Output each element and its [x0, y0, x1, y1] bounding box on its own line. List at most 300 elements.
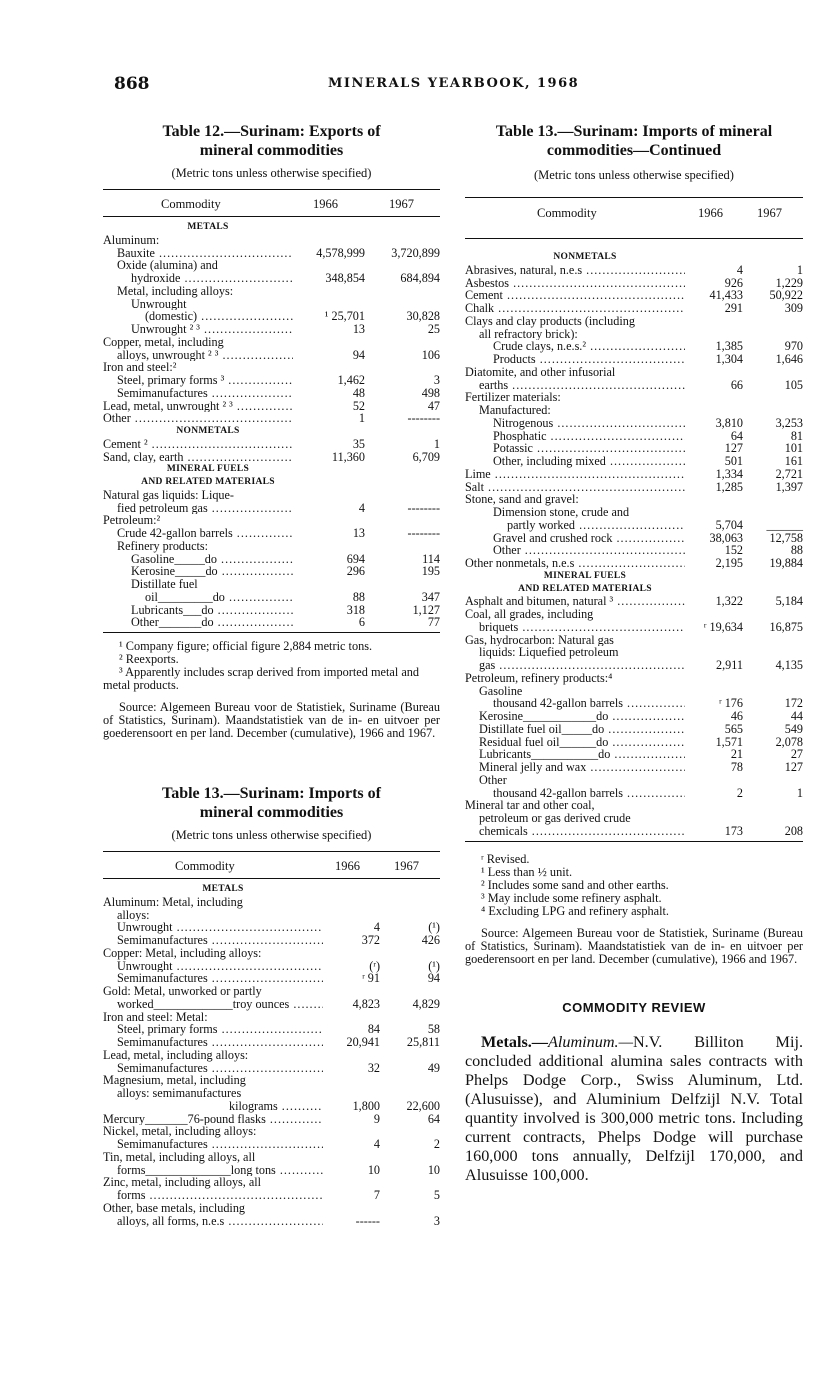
value-1967: 3,253	[775, 415, 803, 430]
row-label: Cement .....	[465, 289, 685, 302]
row-label: briquets .....	[479, 621, 685, 634]
value-1967: 101	[784, 441, 803, 456]
row-label: Semimanufactures .....	[117, 1062, 323, 1075]
value-1966: ʳ 19,634	[703, 619, 743, 634]
table-13-title: Table 13.—Surinam: Imports of mineral commodities	[162, 785, 381, 821]
table-row	[103, 604, 440, 617]
table-row	[465, 634, 803, 647]
row-label: NONMETALS	[176, 426, 240, 436]
value-1967: 5,184	[775, 594, 803, 609]
section-header	[103, 425, 440, 438]
value-1967: 106	[421, 347, 440, 362]
row-label: Fertilizer materials:	[465, 391, 561, 404]
table-row	[103, 1138, 440, 1151]
value-1967: 1,397	[775, 479, 803, 494]
table-row	[103, 1151, 440, 1164]
table-row	[103, 1176, 440, 1189]
table-row	[103, 1125, 440, 1138]
row-label: Bauxite .....	[117, 247, 293, 260]
table-row	[103, 616, 440, 629]
row-label: Lead, metal, unwrought ² ³ .....	[103, 400, 293, 413]
table-row	[103, 1189, 440, 1202]
value-1967: 44	[790, 709, 803, 723]
row-label: Residual fuel oil______do .....	[479, 736, 685, 749]
row-label: Stone, sand and gravel:	[465, 493, 579, 506]
value-1967: 30,828	[406, 309, 440, 324]
value-1967: 2,078	[775, 734, 803, 749]
table-row	[103, 896, 440, 909]
value-1966: 2	[736, 785, 743, 800]
table-13-continued	[465, 122, 803, 1185]
value-1967: 47	[427, 398, 440, 413]
row-label: Crude clays, n.e.s.² .....	[493, 340, 685, 353]
table-row	[103, 1164, 440, 1177]
table-row	[465, 787, 803, 800]
footnote: ʳ Revised.	[481, 851, 530, 866]
table-13-header	[103, 852, 440, 878]
row-label: Lubricants___________do .....	[479, 748, 685, 761]
value-1967: 2,721	[775, 466, 803, 481]
value-1966: 13	[352, 526, 365, 540]
value-1967: 22,600	[406, 1098, 440, 1113]
row-label: Other_______do .....	[131, 616, 293, 629]
row-label: Other	[479, 773, 507, 787]
table-row	[465, 506, 803, 519]
table-12-subtitle: (Metric tons unless otherwise specified)	[171, 166, 372, 180]
value-1967: 3	[433, 373, 440, 387]
value-1967: 2	[433, 1137, 440, 1151]
row-label: Other .....	[103, 412, 293, 425]
row-label: forms .....	[117, 1189, 323, 1202]
review-body: N.V. Billiton Mij. concluded additional alumina sales contracts with Phelps Dodge Corp., Swiss Aluminum, Ltd. (Alusuisse), and Aluminium Delfzijl N.V. Total quantity involved is 300,000 metric tons. Including current contracts, Phelps Dodge will purchase 160,000 tons annually, Delfzijl 170,000, and Alusuisse 100,000.	[465, 1032, 803, 1184]
value-1966: 4	[736, 262, 743, 277]
table-row	[103, 947, 440, 960]
row-label: Distillate fuel	[131, 578, 198, 591]
value-1966: 1,571	[715, 734, 743, 749]
row-label: Tin, metal, including alloys, all	[103, 1150, 256, 1164]
table-row	[465, 659, 803, 672]
footnote: ³ May include some refinery asphalt.	[481, 890, 662, 905]
value-1967: 50,922	[769, 288, 803, 303]
commodity-review-paragraph	[465, 1033, 803, 1185]
row-label: thousand 42-gallon barrels .....	[493, 787, 685, 800]
row-label: alloys, all forms, n.e.s .....	[117, 1215, 323, 1228]
row-label: alloys, unwrought ² ³ .....	[117, 349, 293, 362]
table-row	[103, 349, 440, 362]
value-1967: ______	[766, 517, 803, 532]
value-1967: 25	[427, 322, 440, 336]
footnote: ² Includes some sand and other earths.	[481, 877, 669, 892]
row-label: petroleum or gas derived crude	[479, 812, 631, 825]
value-1967: 426	[421, 933, 440, 947]
table-row	[103, 1023, 440, 1036]
value-1967: 12,758	[769, 530, 803, 545]
table-13-source: Source: Algemeen Bureau voor de Statistiek, Suriname (Bureau of Statistics, Surinam). Maandstatistiek van de in- en uitvoer per goederensoort en per land. December (cumulative), 1966 and 1967.	[465, 925, 803, 966]
row-label: METALS	[202, 884, 244, 894]
col-1966: 1966	[335, 859, 360, 873]
value-1966: 35	[352, 436, 365, 451]
value-1967: 498	[421, 385, 440, 400]
value-1967: 4,829	[412, 996, 440, 1011]
review-lead: Metals.—	[481, 1032, 548, 1051]
table-12-header	[103, 190, 440, 216]
table-row	[103, 438, 440, 451]
row-label: liquids: Liquefied petroleum	[479, 646, 619, 659]
table-row	[103, 1113, 440, 1126]
row-label: Other nonmetals, n.e.s .....	[465, 557, 685, 570]
row-label: (domestic) .....	[145, 310, 293, 323]
table-row	[465, 481, 803, 494]
value-1966: 3,810	[715, 415, 743, 430]
row-label: Petroleum, refinery products:⁴	[465, 671, 613, 685]
table-row	[465, 455, 803, 468]
value-1967: 77	[427, 615, 440, 630]
review-lead-italic: Aluminum.—	[547, 1032, 633, 1051]
row-label: Products .....	[493, 353, 685, 366]
row-label: partly worked .....	[507, 519, 685, 532]
row-label: Unwrought .....	[117, 960, 323, 973]
table-row	[465, 595, 803, 608]
value-1967: 105	[784, 377, 803, 392]
value-1967: 19,884	[769, 556, 803, 570]
row-label: Semimanufactures .....	[117, 387, 293, 400]
value-1967: 1	[796, 785, 803, 800]
table-row	[465, 685, 803, 698]
value-1967: 64	[427, 1111, 440, 1126]
row-label: Sand, clay, earth .....	[103, 451, 293, 464]
row-label: gas .....	[479, 659, 685, 672]
table-row	[465, 774, 803, 787]
row-label: Gravel and crushed rock .....	[493, 532, 685, 545]
value-1967: 3,720,899	[391, 245, 440, 260]
table-row	[465, 264, 803, 277]
row-label: Distillate fuel oil_____do .....	[479, 723, 685, 736]
value-1966: ʳ 176	[719, 696, 743, 711]
table-row	[465, 340, 803, 353]
row-label: earths .....	[479, 379, 685, 392]
table-row	[465, 442, 803, 455]
row-label: worked_____________troy ounces .....	[117, 998, 323, 1011]
row-label: Other, base metals, including	[103, 1201, 246, 1215]
table-row	[465, 366, 803, 379]
row-label: Asphalt and bitumen, natural ³ .....	[465, 595, 685, 608]
value-1966: 4	[358, 500, 365, 515]
value-1966: 565	[724, 721, 743, 736]
row-label: Salt .....	[465, 481, 685, 494]
row-label: Unwrought	[131, 297, 187, 311]
table-row	[103, 1100, 440, 1113]
table-row	[103, 540, 440, 553]
value-1966: 2,911	[716, 658, 743, 672]
row-label: Natural gas liquids: Lique-	[103, 488, 234, 502]
row-label: fied petroleum gas .....	[117, 502, 293, 515]
value-1967: 114	[422, 551, 440, 566]
table-row	[465, 672, 803, 685]
table-row	[103, 1215, 440, 1228]
row-label: METALS	[187, 222, 229, 232]
value-1966: 6	[358, 615, 365, 630]
table-row	[103, 960, 440, 973]
row-label: Steel, primary forms ³ .....	[117, 374, 293, 387]
row-label: hydroxide .....	[131, 272, 293, 285]
table-row	[103, 1062, 440, 1075]
table-row	[465, 697, 803, 710]
table-row	[103, 259, 440, 272]
footnote: ³ Apparently includes scrap derived from imported metal and metal products.	[103, 665, 420, 692]
col-commodity: Commodity	[161, 197, 221, 211]
footnote: ¹ Less than ½ unit.	[481, 864, 573, 879]
value-1967: 49	[427, 1060, 440, 1075]
table-row	[103, 934, 440, 947]
table-row	[103, 1011, 440, 1024]
row-label: Steel, primary forms .....	[117, 1023, 323, 1036]
value-1967: 970	[784, 339, 803, 354]
row-label: Lead, metal, including alloys:	[103, 1048, 249, 1062]
value-1966: 4	[373, 1137, 380, 1151]
row-label: alloys:	[117, 908, 150, 922]
table-row	[465, 557, 803, 570]
value-1967: 161	[784, 454, 803, 468]
value-1966: 9	[373, 1111, 380, 1126]
row-label: Semimanufactures .....	[117, 1036, 323, 1049]
value-1966: 78	[730, 760, 743, 774]
value-1967: 25,811	[406, 1035, 440, 1049]
footnote: ⁴ Excluding LPG and refinery asphalt.	[481, 903, 670, 918]
row-label: oil_________do .....	[145, 591, 293, 604]
value-1966: 7	[373, 1188, 380, 1202]
value-1967: 549	[784, 721, 803, 736]
value-1966: 41,433	[709, 288, 743, 303]
section-header	[465, 570, 803, 583]
row-label: Aluminum: Metal, including	[103, 895, 243, 909]
value-1966: (ʳ)	[369, 958, 380, 973]
table-row	[103, 1049, 440, 1062]
row-label: Iron and steel:²	[103, 361, 177, 374]
value-1967: 1	[796, 262, 803, 277]
row-label: Crude 42-gallon barrels .....	[117, 527, 293, 540]
table-13c-bottom-rule	[465, 841, 803, 842]
value-1966: 84	[367, 1022, 380, 1037]
row-label: Chalk .....	[465, 302, 685, 315]
table-13c-body	[465, 251, 803, 838]
row-label: Semimanufactures .....	[117, 934, 323, 947]
value-1967: 6,709	[412, 449, 440, 464]
table-row	[465, 519, 803, 532]
value-1967: 16,875	[769, 619, 803, 634]
value-1967: 10	[427, 1162, 440, 1177]
col-commodity: Commodity	[537, 206, 597, 220]
value-1967: 1,646	[775, 352, 803, 366]
table-row	[103, 272, 440, 285]
table-row	[465, 812, 803, 825]
table-row	[465, 532, 803, 545]
value-1967: 208	[784, 823, 803, 838]
table-row	[103, 374, 440, 387]
row-label: Kerosine_____do .....	[131, 565, 293, 578]
section-header	[465, 583, 803, 596]
row-label: Gasoline_____do .....	[131, 553, 293, 566]
page-number: 868	[114, 74, 150, 94]
table-row	[103, 909, 440, 922]
row-label: chemicals .....	[479, 825, 685, 838]
table-row	[103, 310, 440, 323]
table-row	[465, 468, 803, 481]
value-1966: 1,462	[337, 373, 365, 387]
row-label: kilograms .....	[229, 1100, 323, 1113]
value-1966: 4,823	[352, 996, 380, 1011]
table-row	[465, 544, 803, 557]
value-1967: --------	[407, 500, 440, 515]
table-row	[465, 404, 803, 417]
row-label: AND RELATED MATERIALS	[141, 477, 275, 487]
table-row	[103, 412, 440, 425]
table-row	[103, 1036, 440, 1049]
footnote: ¹ Company figure; official figure 2,884 metric tons.	[119, 639, 373, 653]
row-label: AND RELATED MATERIALS	[518, 583, 652, 594]
table-row	[465, 328, 803, 341]
value-1966: 372	[361, 933, 380, 947]
value-1966: 348,854	[325, 271, 365, 285]
table-13	[103, 784, 440, 1227]
value-1966: 501	[724, 454, 743, 468]
value-1967: 347	[421, 589, 440, 604]
value-1966: 318	[346, 602, 365, 617]
table-row	[103, 400, 440, 413]
row-label: Mercury_______76-pound flasks .....	[103, 1113, 323, 1126]
value-1967: --------	[407, 526, 440, 540]
table-13c-subtitle: (Metric tons unless otherwise specified)	[534, 168, 734, 182]
table-12	[103, 122, 440, 740]
value-1966: 1	[358, 411, 365, 426]
row-label: Lime .....	[465, 468, 685, 481]
value-1967: 58	[427, 1022, 440, 1037]
value-1966: 1,385	[715, 339, 743, 354]
section-header	[465, 251, 803, 264]
row-label: Lubricants___do .....	[131, 604, 293, 617]
value-1966: 152	[724, 543, 743, 558]
table-12-source: Source: Algemeen Bureau voor de Statistiek, Suriname (Bureau of Statistics, Surinam). Maandstatistiek van de in- en uitvoer per goederensoort en per land. December (cumulative), 1966 and 1967.	[103, 700, 440, 740]
section-header	[103, 476, 440, 489]
row-label: Gold: Metal, unworked or partly	[103, 985, 262, 998]
value-1966: 2,195	[715, 556, 743, 570]
table-row	[103, 553, 440, 566]
value-1966: 1,304	[715, 352, 743, 366]
value-1967: 195	[421, 564, 440, 579]
row-label: MINERAL FUELS	[543, 570, 627, 581]
value-1967: (¹)	[428, 920, 440, 935]
row-label: Semimanufactures .....	[117, 1138, 323, 1151]
value-1967: (¹)	[428, 958, 440, 973]
row-label: Dimension stone, crude and	[493, 506, 630, 519]
row-label: Asbestos .....	[465, 277, 685, 290]
row-label: Other, including mixed .....	[493, 455, 685, 468]
table-row	[465, 430, 803, 443]
table-row	[103, 298, 440, 311]
value-1967: 1,127	[412, 602, 440, 617]
value-1966: 4,578,999	[316, 245, 365, 260]
value-1967: 88	[790, 543, 803, 558]
col-commodity: Commodity	[175, 859, 235, 873]
table-13-subtitle: (Metric tons unless otherwise specified)	[171, 828, 372, 842]
table-12-header-rule	[103, 216, 440, 217]
row-label: Zinc, metal, including alloys, all	[103, 1176, 262, 1189]
value-1966: 13	[352, 322, 365, 336]
page-header	[114, 74, 694, 98]
value-1966: 1,800	[352, 1098, 380, 1113]
table-row	[465, 302, 803, 315]
table-row	[465, 761, 803, 774]
row-label: all refractory brick):	[479, 327, 578, 341]
row-label: Metal, including alloys:	[117, 284, 234, 298]
section-header	[103, 463, 440, 476]
table-13-header-rule	[103, 878, 440, 879]
table-row	[103, 336, 440, 349]
commodity-review-heading: COMMODITY REVIEW	[562, 999, 706, 1015]
col-1967: 1967	[757, 206, 782, 220]
row-label: alloys: semimanufactures	[117, 1087, 242, 1100]
table-row	[103, 247, 440, 260]
row-label: Coal, all grades, including	[465, 608, 594, 621]
row-label: Mineral tar and other coal,	[465, 799, 595, 812]
table-row	[103, 972, 440, 985]
row-label: Mineral jelly and wax .....	[479, 761, 685, 774]
table-row	[465, 748, 803, 761]
value-1967: 27	[790, 747, 803, 762]
value-1966: 21	[730, 747, 743, 762]
value-1966: 32	[367, 1060, 380, 1075]
table-row	[103, 1074, 440, 1087]
table-row	[465, 493, 803, 506]
table-row	[103, 1087, 440, 1100]
table-row	[465, 825, 803, 838]
table-13-body	[103, 883, 440, 1227]
value-1967: 172	[784, 696, 803, 711]
table-row	[103, 285, 440, 298]
table-row	[465, 391, 803, 404]
table-row	[103, 451, 440, 464]
value-1967: 127	[784, 760, 803, 774]
row-label: Refinery products:	[117, 539, 209, 553]
table-row	[465, 608, 803, 621]
value-1967: 1	[433, 436, 440, 451]
row-label: Cement ² .....	[103, 438, 293, 451]
section-header	[103, 221, 440, 234]
row-label: Copper: Metal, including alloys:	[103, 946, 262, 960]
row-label: Petroleum:²	[103, 514, 161, 527]
row-label: MINERAL FUELS	[166, 464, 250, 475]
table-row	[465, 417, 803, 430]
row-label: Magnesium, metal, including	[103, 1074, 246, 1087]
row-label: Gasoline	[479, 684, 523, 698]
value-1966: 5,704	[715, 517, 743, 532]
value-1966: 20,941	[346, 1035, 380, 1049]
table-12-bottom-rule	[103, 632, 440, 633]
row-label: Manufactured:	[479, 404, 551, 417]
value-1967: 3	[433, 1213, 440, 1228]
row-label: NONMETALS	[553, 252, 617, 262]
value-1966: 1,334	[715, 466, 743, 481]
value-1967: 81	[790, 428, 803, 443]
section-header	[103, 883, 440, 896]
table-row	[103, 514, 440, 527]
value-1966: 1,285	[715, 479, 743, 494]
table-row	[465, 736, 803, 749]
row-label: Oxide (alumina) and	[117, 259, 218, 272]
row-label: Unwrought ² ³ .....	[131, 323, 293, 336]
value-1966: 296	[346, 564, 365, 579]
value-1967: 5	[433, 1188, 440, 1202]
row-label: Diatomite, and other infusorial	[465, 365, 616, 379]
